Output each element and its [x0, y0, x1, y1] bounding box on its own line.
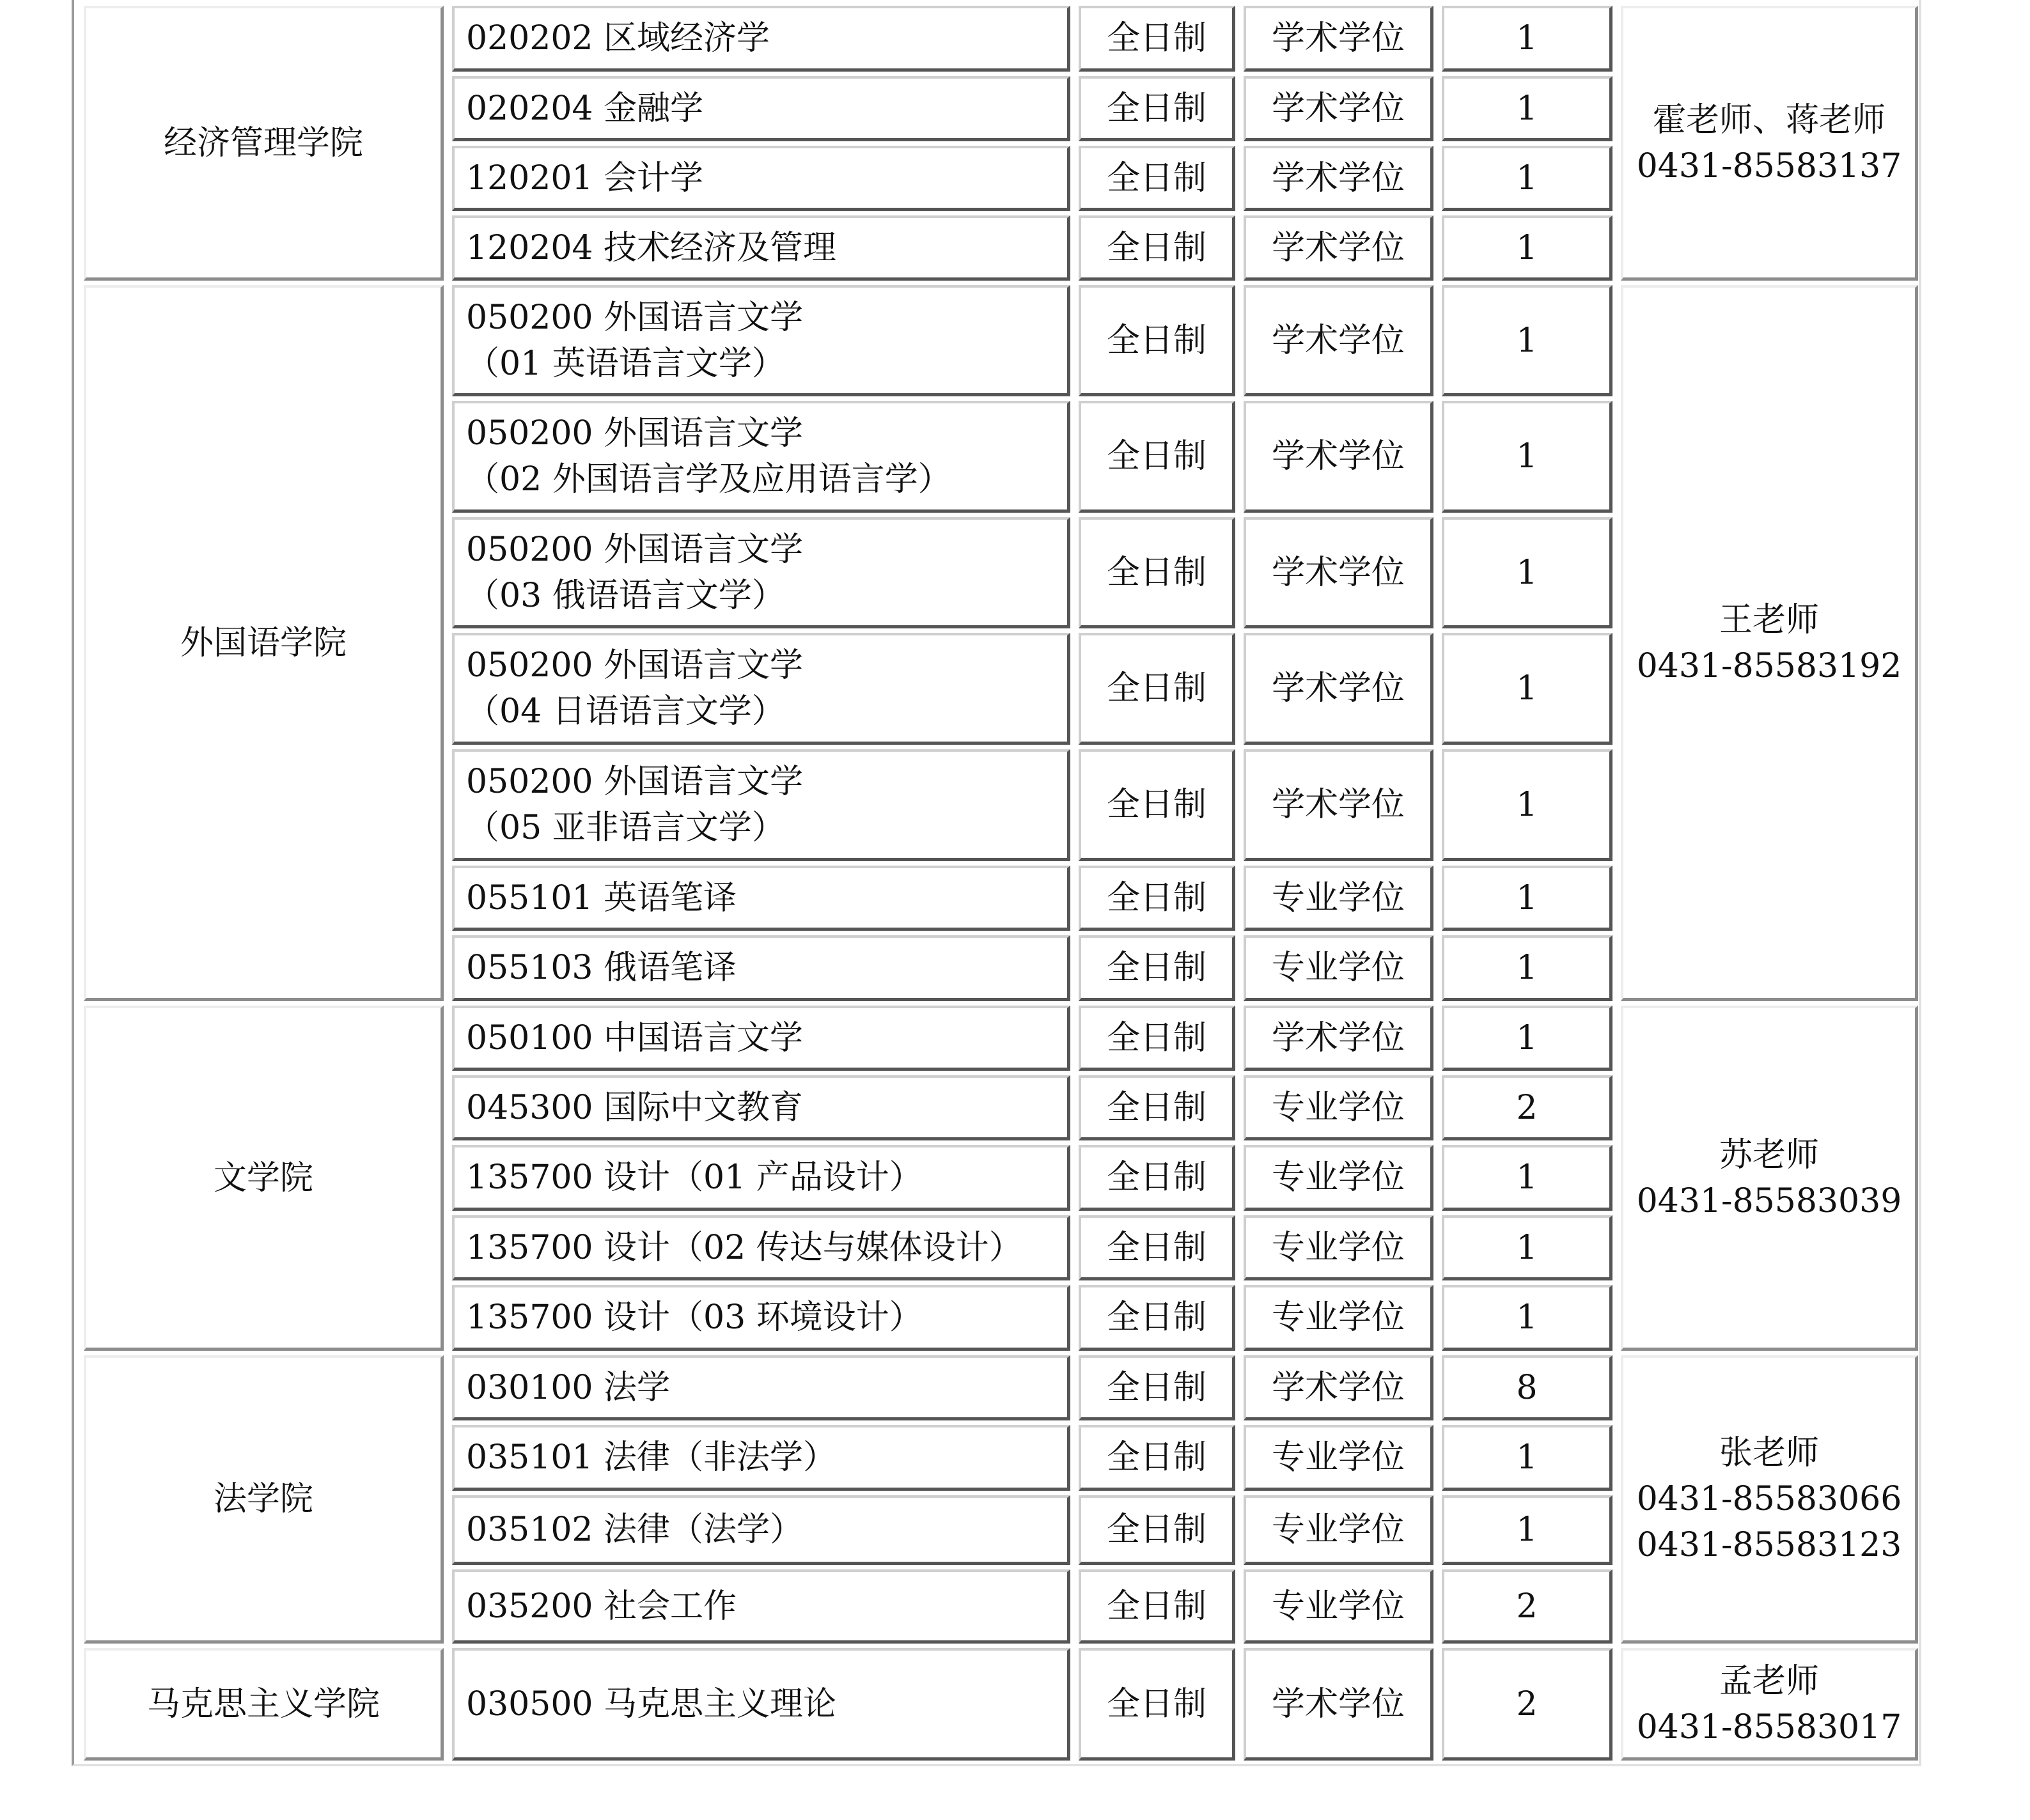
degree-type: 学术学位 — [1271, 437, 1405, 476]
college-cell — [84, 285, 444, 1001]
major-name: 055101 英语笔译 — [466, 878, 737, 917]
degree-type-cell — [1244, 1145, 1433, 1211]
quota-count: 1 — [1516, 878, 1538, 917]
major-name: 135700 设计（02 传达与媒体设计） — [466, 1228, 1022, 1267]
major-name: （04 日语语言文学） — [466, 692, 785, 731]
degree-type: 学术学位 — [1271, 669, 1405, 708]
major-name: 050200 外国语言文学 — [466, 414, 804, 453]
major-cell — [452, 1425, 1070, 1491]
study-mode-cell — [1079, 1215, 1235, 1280]
degree-type-cell — [1244, 749, 1433, 861]
quota-count: 8 — [1516, 1368, 1538, 1407]
major-cell — [452, 1215, 1070, 1280]
college-cell — [84, 6, 444, 281]
study-mode: 全日制 — [1106, 669, 1206, 708]
study-mode-cell — [1079, 215, 1235, 281]
study-mode-cell — [1079, 866, 1235, 931]
major-name: 020202 区域经济学 — [466, 19, 770, 58]
quota-count: 1 — [1516, 19, 1538, 58]
quota-cell — [1442, 401, 1612, 513]
study-mode: 全日制 — [1106, 1684, 1206, 1723]
contact-cell — [1621, 6, 1918, 281]
degree-type-cell — [1244, 401, 1433, 513]
degree-type-cell — [1244, 76, 1433, 141]
major-cell — [452, 1285, 1070, 1351]
major-cell — [452, 1006, 1070, 1071]
contact-line: 0431-85583017 — [1636, 1707, 1902, 1746]
study-mode-cell — [1079, 1285, 1235, 1351]
major-name: 030500 马克思主义理论 — [466, 1684, 837, 1723]
major-cell — [452, 1355, 1070, 1420]
contact-line: 0431-85583123 — [1636, 1526, 1902, 1564]
degree-type-cell — [1244, 1075, 1433, 1140]
study-mode: 全日制 — [1106, 553, 1206, 592]
degree-type: 学术学位 — [1271, 89, 1405, 128]
study-mode: 全日制 — [1106, 1511, 1206, 1549]
study-mode-cell — [1079, 1425, 1235, 1491]
contact-line: 苏老师 — [1719, 1135, 1819, 1174]
major-name: （02 外国语言学及应用语言学） — [466, 460, 951, 499]
degree-type: 学术学位 — [1271, 228, 1405, 267]
study-mode: 全日制 — [1106, 1298, 1206, 1337]
major-name: 050200 外国语言文学 — [466, 646, 804, 685]
quota-count: 1 — [1516, 1158, 1538, 1197]
enrollment-table — [72, 0, 1921, 1766]
degree-type: 学术学位 — [1271, 786, 1405, 824]
quota-count: 1 — [1516, 1228, 1538, 1267]
contact-line: 0431-85583039 — [1636, 1181, 1902, 1220]
study-mode-cell — [1079, 285, 1235, 396]
degree-type: 学术学位 — [1271, 553, 1405, 592]
quota-cell — [1442, 1006, 1612, 1071]
major-name: 135700 设计（03 环境设计） — [466, 1298, 923, 1337]
degree-type-cell — [1244, 1355, 1433, 1420]
degree-type: 专业学位 — [1271, 1158, 1405, 1197]
study-mode-cell — [1079, 935, 1235, 1001]
major-name: （03 俄语语言文学） — [466, 576, 785, 615]
degree-type-cell — [1244, 866, 1433, 931]
study-mode-cell — [1079, 1648, 1235, 1761]
degree-type: 专业学位 — [1271, 1438, 1405, 1477]
quota-cell — [1442, 866, 1612, 931]
major-name: （01 英语语言文学） — [466, 344, 785, 383]
quota-count: 1 — [1516, 786, 1538, 824]
major-name: 030100 法学 — [466, 1368, 671, 1407]
study-mode-cell — [1079, 401, 1235, 513]
study-mode: 全日制 — [1106, 1018, 1206, 1057]
degree-type: 专业学位 — [1271, 949, 1405, 987]
contact-cell — [1621, 1006, 1918, 1351]
quota-cell — [1442, 1355, 1612, 1420]
degree-type: 专业学位 — [1271, 1298, 1405, 1337]
contact-cell — [1621, 1355, 1918, 1644]
quota-count: 1 — [1516, 159, 1538, 198]
contact-line: 王老师 — [1719, 600, 1819, 639]
study-mode: 全日制 — [1106, 1438, 1206, 1477]
study-mode: 全日制 — [1106, 1368, 1206, 1407]
quota-cell — [1442, 1215, 1612, 1280]
major-cell — [452, 517, 1070, 628]
major-cell — [452, 146, 1070, 211]
study-mode: 全日制 — [1106, 878, 1206, 917]
degree-type-cell — [1244, 1425, 1433, 1491]
major-name: 050200 外国语言文学 — [466, 530, 804, 569]
degree-type: 学术学位 — [1271, 1684, 1405, 1723]
major-cell — [452, 633, 1070, 745]
degree-type-cell — [1244, 633, 1433, 745]
degree-type: 专业学位 — [1271, 1511, 1405, 1549]
study-mode-cell — [1079, 1075, 1235, 1140]
college-name: 法学院 — [213, 1480, 313, 1518]
degree-type-cell — [1244, 215, 1433, 281]
degree-type-cell — [1244, 146, 1433, 211]
quota-count: 2 — [1516, 1587, 1538, 1626]
degree-type: 专业学位 — [1271, 1228, 1405, 1267]
quota-count: 1 — [1516, 1018, 1538, 1057]
quota-count: 1 — [1516, 228, 1538, 267]
major-name: 035200 社会工作 — [466, 1587, 737, 1626]
degree-type-cell — [1244, 1215, 1433, 1280]
major-name: 045300 国际中文教育 — [466, 1088, 804, 1127]
study-mode-cell — [1079, 146, 1235, 211]
major-name: 050100 中国语言文学 — [466, 1018, 804, 1057]
quota-cell — [1442, 215, 1612, 281]
study-mode-cell — [1079, 6, 1235, 72]
study-mode: 全日制 — [1106, 949, 1206, 987]
quota-count: 1 — [1516, 1298, 1538, 1337]
quota-cell — [1442, 517, 1612, 628]
study-mode: 全日制 — [1106, 89, 1206, 128]
degree-type: 学术学位 — [1271, 321, 1405, 360]
major-name: 035101 法律（非法学） — [466, 1438, 837, 1477]
quota-count: 1 — [1516, 321, 1538, 360]
study-mode: 全日制 — [1106, 786, 1206, 824]
study-mode-cell — [1079, 76, 1235, 141]
major-cell — [452, 401, 1070, 513]
quota-cell — [1442, 76, 1612, 141]
quota-cell — [1442, 285, 1612, 396]
quota-cell — [1442, 1075, 1612, 1140]
major-name: 120204 技术经济及管理 — [466, 228, 837, 267]
degree-type: 专业学位 — [1271, 1587, 1405, 1626]
degree-type-cell — [1244, 1569, 1433, 1644]
major-cell — [452, 6, 1070, 72]
study-mode: 全日制 — [1106, 228, 1206, 267]
major-name: 020204 金融学 — [466, 89, 704, 128]
degree-type-cell — [1244, 6, 1433, 72]
quota-count: 1 — [1516, 669, 1538, 708]
study-mode: 全日制 — [1106, 1158, 1206, 1197]
study-mode-cell — [1079, 1006, 1235, 1071]
contact-line: 张老师 — [1719, 1434, 1819, 1472]
degree-type-cell — [1244, 935, 1433, 1001]
quota-count: 1 — [1516, 553, 1538, 592]
quota-cell — [1442, 749, 1612, 861]
quota-cell — [1442, 1648, 1612, 1761]
degree-type-cell — [1244, 517, 1433, 628]
quota-count: 2 — [1516, 1684, 1538, 1723]
degree-type-cell — [1244, 1285, 1433, 1351]
contact-line: 霍老师、蒋老师 — [1652, 100, 1886, 139]
degree-type: 学术学位 — [1271, 159, 1405, 198]
major-cell — [452, 1145, 1070, 1211]
degree-type-cell — [1244, 1648, 1433, 1761]
contact-cell — [1621, 285, 1918, 1001]
study-mode-cell — [1079, 1355, 1235, 1420]
study-mode-cell — [1079, 517, 1235, 628]
quota-cell — [1442, 1145, 1612, 1211]
quota-cell — [1442, 935, 1612, 1001]
major-name: 035102 法律（法学） — [466, 1511, 804, 1549]
study-mode: 全日制 — [1106, 19, 1206, 58]
major-cell — [452, 935, 1070, 1001]
quota-cell — [1442, 633, 1612, 745]
major-cell — [452, 215, 1070, 281]
quota-cell — [1442, 1495, 1612, 1565]
degree-type-cell — [1244, 1495, 1433, 1565]
study-mode-cell — [1079, 1495, 1235, 1565]
major-name: 055103 俄语笔译 — [466, 949, 737, 987]
major-cell — [452, 749, 1070, 861]
major-name: 120201 会计学 — [466, 159, 704, 198]
quota-count: 1 — [1516, 949, 1538, 987]
college-cell — [84, 1355, 444, 1644]
college-name: 马克思主义学院 — [146, 1684, 380, 1723]
quota-count: 1 — [1516, 89, 1538, 128]
major-cell — [452, 866, 1070, 931]
degree-type: 学术学位 — [1271, 1368, 1405, 1407]
degree-type: 学术学位 — [1271, 1018, 1405, 1057]
major-name: 050200 外国语言文学 — [466, 298, 804, 337]
study-mode: 全日制 — [1106, 437, 1206, 476]
college-name: 经济管理学院 — [163, 123, 363, 162]
study-mode-cell — [1079, 1145, 1235, 1211]
contact-line: 孟老师 — [1719, 1661, 1819, 1700]
contact-cell — [1621, 1648, 1918, 1761]
study-mode: 全日制 — [1106, 159, 1206, 198]
contact-line: 0431-85583066 — [1636, 1480, 1902, 1518]
study-mode-cell — [1079, 1569, 1235, 1644]
quota-cell — [1442, 146, 1612, 211]
major-cell — [452, 285, 1070, 396]
study-mode-cell — [1079, 749, 1235, 861]
major-cell — [452, 1648, 1070, 1761]
college-cell — [84, 1648, 444, 1761]
quota-count: 1 — [1516, 1438, 1538, 1477]
major-name: 135700 设计（01 产品设计） — [466, 1158, 923, 1197]
college-name: 文学院 — [213, 1158, 313, 1197]
degree-type-cell — [1244, 285, 1433, 396]
degree-type: 专业学位 — [1271, 1088, 1405, 1127]
major-cell — [452, 1495, 1070, 1565]
quota-cell — [1442, 1285, 1612, 1351]
degree-type: 学术学位 — [1271, 19, 1405, 58]
quota-cell — [1442, 6, 1612, 72]
study-mode: 全日制 — [1106, 1088, 1206, 1127]
degree-type-cell — [1244, 1006, 1433, 1071]
quota-count: 1 — [1516, 437, 1538, 476]
major-name: 050200 外国语言文学 — [466, 763, 804, 801]
study-mode: 全日制 — [1106, 321, 1206, 360]
major-cell — [452, 76, 1070, 141]
major-cell — [452, 1569, 1070, 1644]
quota-cell — [1442, 1569, 1612, 1644]
contact-line: 0431-85583137 — [1636, 146, 1902, 185]
study-mode: 全日制 — [1106, 1228, 1206, 1267]
major-name: （05 亚非语言文学） — [466, 809, 785, 847]
major-cell — [452, 1075, 1070, 1140]
degree-type: 专业学位 — [1271, 878, 1405, 917]
contact-line: 0431-85583192 — [1636, 646, 1902, 685]
study-mode: 全日制 — [1106, 1587, 1206, 1626]
quota-cell — [1442, 1425, 1612, 1491]
quota-count: 1 — [1516, 1511, 1538, 1549]
college-name: 外国语学院 — [180, 623, 347, 662]
study-mode-cell — [1079, 633, 1235, 745]
college-cell — [84, 1006, 444, 1351]
quota-count: 2 — [1516, 1088, 1538, 1127]
